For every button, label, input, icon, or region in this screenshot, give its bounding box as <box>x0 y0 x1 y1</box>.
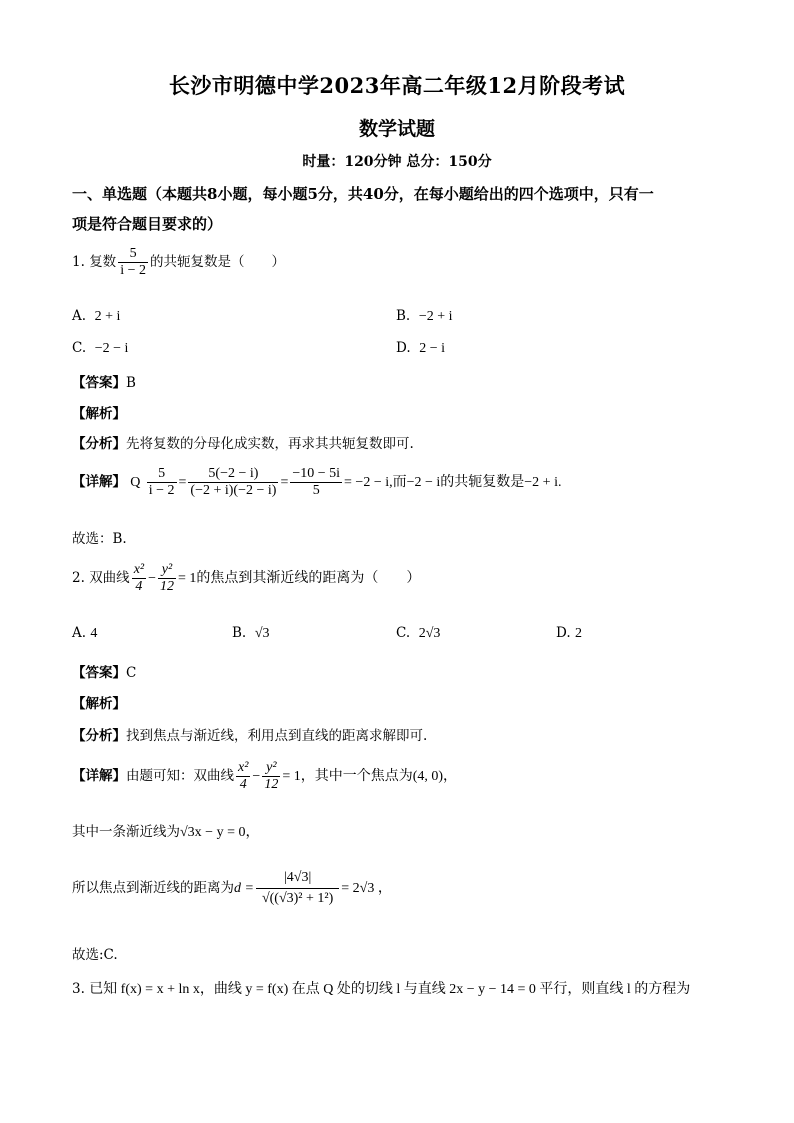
option-d <box>556 625 582 642</box>
fraction-numerator: x² <box>133 562 145 577</box>
fraction-denominator: 5 <box>312 483 320 498</box>
answer-tag: 【答案】 <box>72 665 126 681</box>
section-heading-line2: 项是符合题目要求的） <box>72 215 223 233</box>
option-label: A. <box>72 308 87 324</box>
answer-line <box>72 371 136 391</box>
question-prefix: 双曲线 <box>89 570 130 586</box>
fraction <box>118 246 148 279</box>
option-d <box>396 340 445 357</box>
detail-tail: = −2 − i,而−2 − i的共轭复数是−2 + i. <box>344 475 562 490</box>
asymptote-pre: 其中一条渐近线为 <box>72 824 180 840</box>
fraction-denominator: 4 <box>135 579 143 594</box>
option-text: 2 <box>574 626 582 641</box>
fraction-denominator: i − 2 <box>148 483 175 498</box>
option-label: B. <box>396 308 411 324</box>
option-text: 2 + i <box>94 309 121 324</box>
option-a <box>72 625 97 642</box>
fraction-denominator: √((√3)² + 1²) <box>261 891 334 906</box>
option-a <box>72 308 120 325</box>
fenxi-text: 先将复数的分母化成实数，再求其共轭复数即可. <box>126 436 414 452</box>
fenxi-text: 找到焦点与渐近线，利用点到直线的距离求解即可. <box>126 728 428 744</box>
distance-d: d = <box>234 881 254 896</box>
fraction-numerator: y² <box>262 760 280 777</box>
option-label: A. <box>72 625 87 641</box>
question-number: 3. <box>72 981 85 997</box>
fraction <box>147 466 177 499</box>
question-suffix: 的共轭复数是（ ） <box>149 254 285 270</box>
question-2-stem: 2. 双曲线 $\frac{\text{x²}}{4}$ − $\frac{\text{y²}}{12}$ = 1的焦点到其渐近线的距离为（ ） <box>72 562 421 594</box>
fraction <box>290 466 342 499</box>
option-text: 4 <box>90 626 98 641</box>
exam-subtitle: 数学试题 <box>358 118 435 140</box>
option-text: −2 − i <box>94 341 129 356</box>
because-symbol: Q <box>130 475 141 490</box>
fraction-numerator: |4√3| <box>256 868 339 889</box>
option-label: D. <box>556 625 571 641</box>
fenxi-tag: 【分析】 <box>72 436 126 452</box>
answer-value: B <box>126 375 136 391</box>
analysis-tag: 【解析】 <box>72 696 126 712</box>
fraction-numerator: 5 <box>118 246 148 263</box>
fraction-denominator: i − 2 <box>120 263 146 278</box>
fraction <box>262 760 280 793</box>
fraction-denominator: 4 <box>239 777 247 792</box>
detail-pre: 由题可知：双曲线 <box>126 768 234 784</box>
fraction-denominator: 12 <box>264 777 279 792</box>
option-c <box>396 625 440 642</box>
fraction-numerator: x² <box>238 760 249 775</box>
option-label: B. <box>232 625 247 641</box>
question-3-stem <box>72 978 690 998</box>
answer-line <box>72 661 136 681</box>
fraction <box>158 562 176 595</box>
question-prefix: 复数 <box>89 254 117 270</box>
fraction-denominator: (−2 + i)(−2 − i) <box>190 483 277 498</box>
fraction-numerator: −10 − 5i <box>292 466 341 481</box>
option-text: −2 + i <box>418 309 453 324</box>
fenxi-line <box>72 432 414 452</box>
fraction <box>132 562 146 595</box>
question-1-stem <box>72 246 285 279</box>
exam-title: 长沙市明德中学2023年高二年级12月阶段考试 <box>168 73 626 98</box>
fraction-numerator: 5 <box>147 466 177 483</box>
conclusion: 故选:C. <box>72 947 118 963</box>
asymptote-line <box>72 820 259 841</box>
fraction-denominator: 12 <box>160 579 175 594</box>
analysis-tag: 【解析】 <box>72 406 126 422</box>
fenxi-line <box>72 724 427 744</box>
detail-line: 【详解】 Q $\frac{5}{i - 2}$ = $\frac{5(-2 - i)}{(-2 + i)(-2 - i)}$ = $\frac{-10 - 5i}{5}$ = −2 − i,而−2 − i的共轭复数是−2 + i. <box>72 466 562 498</box>
option-label: C. <box>396 625 411 641</box>
exam-info: 时量：120分钟 总分：150分 <box>302 154 492 170</box>
fraction-numerator: 5(−2 − i) <box>188 466 278 483</box>
question-number: 2. <box>72 570 85 586</box>
fraction <box>236 760 250 793</box>
detail-mid: = 1，其中一个焦点为(4, 0)， <box>282 769 458 784</box>
distance-line <box>72 868 392 909</box>
option-text: 2 − i <box>419 341 446 356</box>
detail-tag: 【详解】 <box>72 768 126 784</box>
question-suffix: = 1的焦点到其渐近线的距离为（ ） <box>178 571 421 586</box>
option-text: 2√3 <box>418 626 441 641</box>
fraction <box>256 868 339 909</box>
option-c <box>72 340 128 357</box>
option-b <box>232 625 270 642</box>
fenxi-tag: 【分析】 <box>72 728 126 744</box>
option-label: D. <box>396 340 411 356</box>
fraction <box>188 466 278 499</box>
question-number: 1. <box>72 254 85 270</box>
fraction-numerator: y² <box>158 562 176 579</box>
detail-tag: 【详解】 <box>72 474 126 490</box>
distance-tail: = 2√3 ， <box>341 881 392 896</box>
distance-pre: 所以焦点到渐近线的距离为 <box>72 880 234 896</box>
option-text: √3 <box>254 626 270 641</box>
option-b <box>396 308 453 325</box>
asymptote-eq: √3x − y = 0， <box>180 825 260 840</box>
detail-line: 【详解】由题可知：双曲线 $\frac{\text{x²}}{4}$ − $\frac{\text{y²}}{12}$ = 1，其中一个焦点为(4, 0)， <box>72 760 458 792</box>
answer-value: C <box>126 665 137 681</box>
conclusion: 故选：B. <box>72 531 127 547</box>
section-heading-line1: 一、单选题（本题共8小题，每小题5分，共40分，在每小题给出的四个选项中，只有一 <box>72 185 654 203</box>
option-label: C. <box>72 340 87 356</box>
question-text: 已知 f(x) = x + ln x，曲线 y = f(x) 在点 Q 处的切线 l 与直线 2x − y − 14 = 0 平行，则直线 l 的方程为 <box>89 982 691 997</box>
answer-tag: 【答案】 <box>72 375 126 391</box>
